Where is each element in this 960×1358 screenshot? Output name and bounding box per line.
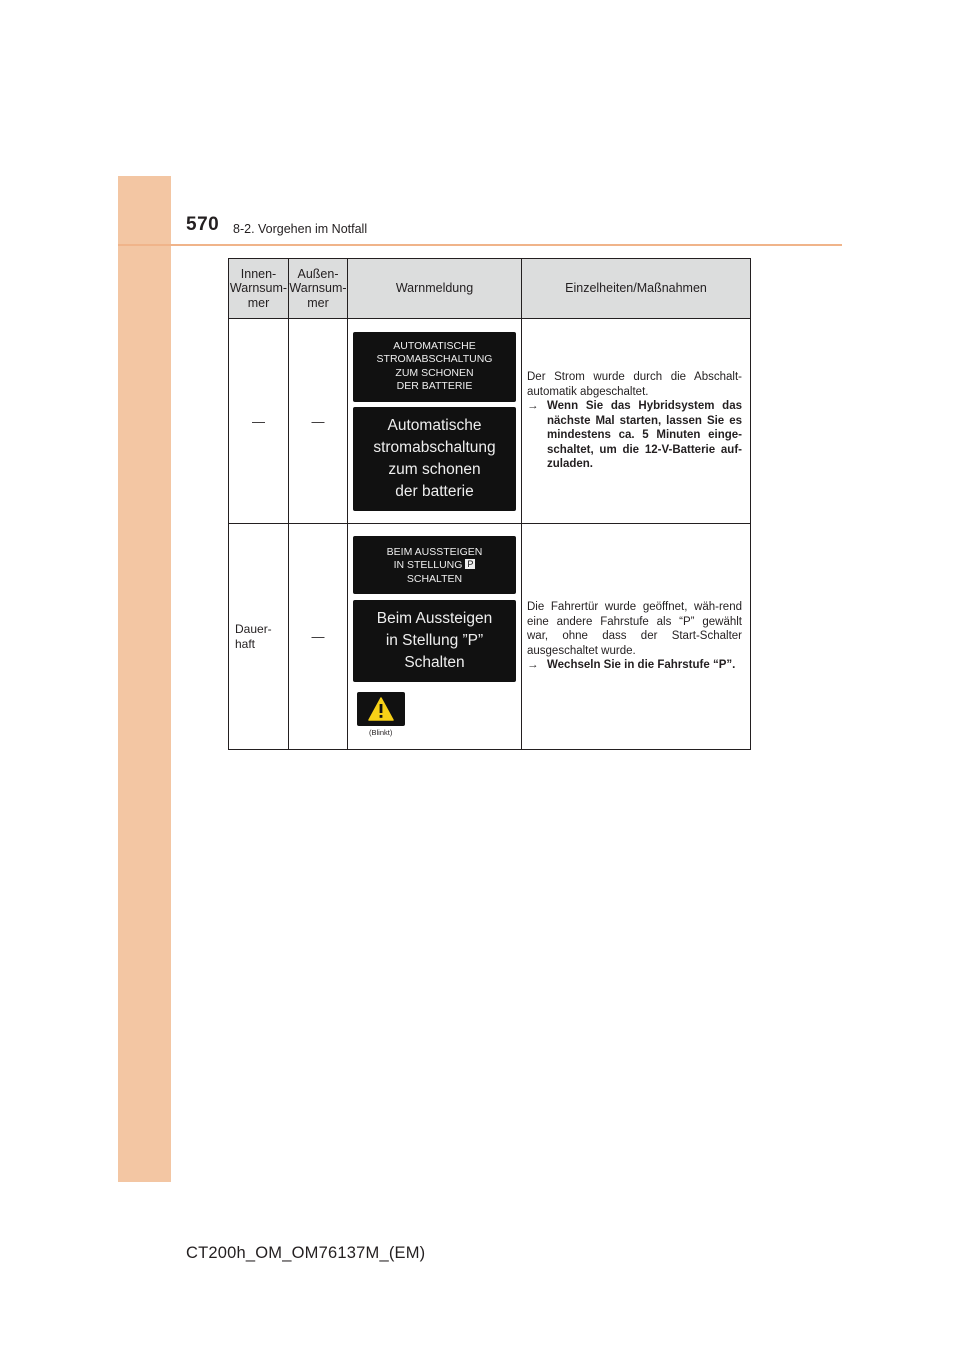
page-number: 570 [186, 214, 220, 235]
section-title: 8-2. Vorgehen im Notfall [233, 222, 368, 236]
row1-outer-buzzer: — [289, 319, 348, 524]
document-code: CT200h_OM_OM76137M_(EM) [186, 1244, 426, 1262]
caps-line [357, 559, 512, 573]
display-mixed-message: Automatische stromabschaltung zum schonen der batterie [353, 407, 516, 511]
table-header-row [229, 259, 751, 319]
row1-details [522, 319, 751, 524]
header-details: Einzelheiten/Maßnahmen [522, 259, 751, 319]
side-tab [118, 176, 171, 1182]
warning-table [228, 258, 751, 750]
row2-outer-buzzer: — [289, 524, 348, 750]
row1-inner-buzzer: — [229, 319, 289, 524]
detail-text: Der Strom wurde durch die Abschalt-automatik abgeschaltet. [527, 371, 742, 398]
row2-inner-buzzer: Dauer- haft [229, 524, 289, 750]
warning-triangle-icon [357, 692, 405, 726]
warning-indicator [357, 692, 512, 737]
table-row [229, 319, 751, 524]
action-text: Wenn Sie das Hybridsystem das nächste Mal starten, lassen Sie es mindestens ca. 5 Minuten einge-schaltet, um die 12-V-Batterie auf-zuladen. [547, 400, 742, 471]
caps-line: BEIM AUSSTEIGEN [386, 545, 483, 558]
row1-warning-message [348, 319, 522, 524]
caps-text: IN STELLUNG [393, 559, 463, 572]
header-inner-buzzer: Innen- Warnsum- mer [229, 259, 289, 319]
p-position-badge: P [467, 559, 474, 570]
arrow-icon: → [527, 659, 539, 672]
action-text: Wechseln Sie in die Fahrstufe “P”. [547, 659, 736, 672]
display-caps-message [353, 536, 516, 595]
row2-details [522, 524, 751, 750]
detail-text: Die Fahrertür wurde geöffnet, wäh-rend eine andere Fahrstufe als “P” gewählt war, ohne dass der Start-Schalter ausgeschaltet wurde. [527, 601, 742, 657]
blink-caption: (Blinkt) [369, 728, 393, 738]
header-outer-buzzer: Außen- Warnsum- mer [289, 259, 348, 319]
display-caps-message: AUTOMATISCHE STROMABSCHALTUNG ZUM SCHONEN DER BATTERIE [353, 332, 516, 402]
caps-line: SCHALTEN [406, 572, 463, 585]
action-instruction [527, 658, 742, 673]
arrow-icon: → [527, 400, 539, 413]
action-instruction [527, 399, 742, 472]
display-mixed-message: Beim Aussteigen in Stellung ”P” Schalten [353, 600, 516, 682]
row2-warning-message [348, 524, 522, 750]
header-warning-message: Warnmeldung [348, 259, 522, 319]
table-row [229, 524, 751, 750]
header-rule [118, 244, 842, 246]
